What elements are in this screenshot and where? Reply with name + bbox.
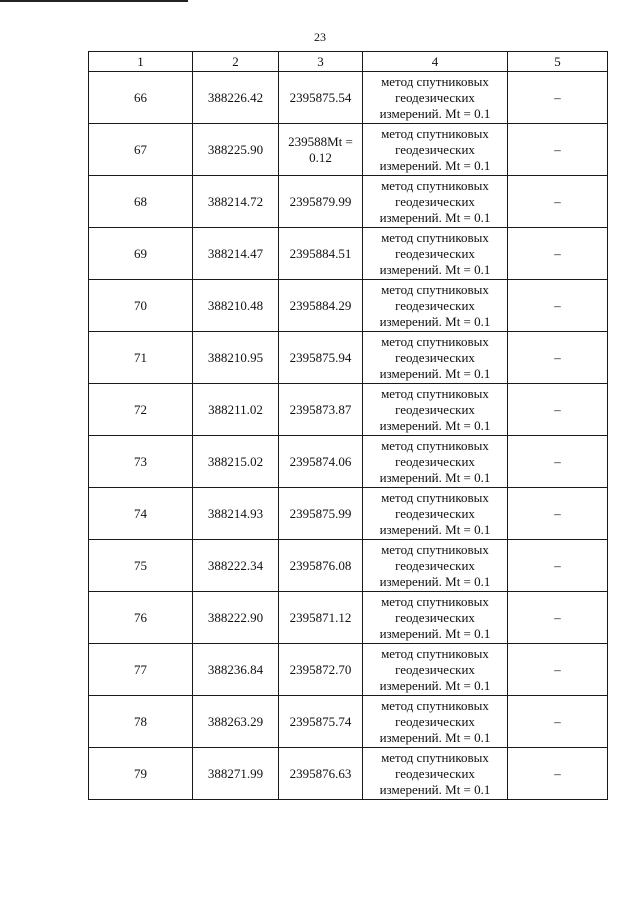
method-cell: метод спутниковых геодезических измерений. Mt = 0.1 [363,280,508,332]
table-row [89,384,608,436]
point-number-cell: 79 [89,748,193,800]
point-number-cell: 74 [89,488,193,540]
y-coordinate-cell: 2395875.94 [279,332,363,384]
table-row [89,280,608,332]
y-coordinate-cell: 2395884.51 [279,228,363,280]
y-coordinate-cell: 2395873.87 [279,384,363,436]
method-cell: метод спутниковых геодезических измерений. Mt = 0.1 [363,488,508,540]
y-coordinate-cell: 239588Mt = 0.12 [279,124,363,176]
note-cell: – [508,436,608,488]
point-number-cell: 71 [89,332,193,384]
x-coordinate-cell: 388271.99 [193,748,279,800]
method-cell: метод спутниковых геодезических измерений. Mt = 0.1 [363,592,508,644]
x-coordinate-cell: 388263.29 [193,696,279,748]
top-rule [0,0,188,2]
method-cell: метод спутниковых геодезических измерений. Mt = 0.1 [363,644,508,696]
table-row [89,592,608,644]
note-cell: – [508,384,608,436]
page-number: 23 [314,30,326,44]
note-cell: – [508,696,608,748]
header-cell-3: 3 [279,52,363,72]
table-row [89,540,608,592]
method-cell: метод спутниковых геодезических измерений. Mt = 0.1 [363,436,508,488]
x-coordinate-cell: 388222.90 [193,592,279,644]
coordinates-table [88,51,608,800]
table-row [89,644,608,696]
point-number-cell: 67 [89,124,193,176]
table-row [89,436,608,488]
point-number-cell: 77 [89,644,193,696]
method-cell: метод спутниковых геодезических измерений. Mt = 0.1 [363,748,508,800]
x-coordinate-cell: 388222.34 [193,540,279,592]
x-coordinate-cell: 388214.72 [193,176,279,228]
point-number-cell: 75 [89,540,193,592]
x-coordinate-cell: 388211.02 [193,384,279,436]
table-row [89,488,608,540]
note-cell: – [508,228,608,280]
x-coordinate-cell: 388214.93 [193,488,279,540]
table-header [89,52,608,72]
note-cell: – [508,748,608,800]
note-cell: – [508,488,608,540]
point-number-cell: 73 [89,436,193,488]
y-coordinate-cell: 2395876.63 [279,748,363,800]
x-coordinate-cell: 388210.48 [193,280,279,332]
y-coordinate-cell: 2395875.74 [279,696,363,748]
note-cell: – [508,644,608,696]
y-coordinate-cell: 2395874.06 [279,436,363,488]
y-coordinate-cell: 2395884.29 [279,280,363,332]
y-coordinate-cell: 2395872.70 [279,644,363,696]
table-row [89,228,608,280]
point-number-cell: 66 [89,72,193,124]
header-cell-2: 2 [193,52,279,72]
x-coordinate-cell: 388225.90 [193,124,279,176]
point-number-cell: 69 [89,228,193,280]
y-coordinate-cell: 2395875.54 [279,72,363,124]
note-cell: – [508,540,608,592]
method-cell: метод спутниковых геодезических измерений. Mt = 0.1 [363,540,508,592]
method-cell: метод спутниковых геодезических измерений. Mt = 0.1 [363,332,508,384]
x-coordinate-cell: 388236.84 [193,644,279,696]
note-cell: – [508,592,608,644]
header-cell-4: 4 [363,52,508,72]
table-row [89,72,608,124]
method-cell: метод спутниковых геодезических измерений. Mt = 0.1 [363,124,508,176]
y-coordinate-cell: 2395876.08 [279,540,363,592]
table-row [89,176,608,228]
header-cell-5: 5 [508,52,608,72]
header-cell-1: 1 [89,52,193,72]
x-coordinate-cell: 388214.47 [193,228,279,280]
method-cell: метод спутниковых геодезических измерений. Mt = 0.1 [363,228,508,280]
x-coordinate-cell: 388210.95 [193,332,279,384]
point-number-cell: 68 [89,176,193,228]
note-cell: – [508,124,608,176]
table-body [89,72,608,800]
method-cell: метод спутниковых геодезических измерений. Mt = 0.1 [363,384,508,436]
point-number-cell: 70 [89,280,193,332]
note-cell: – [508,280,608,332]
method-cell: метод спутниковых геодезических измерений. Mt = 0.1 [363,176,508,228]
note-cell: – [508,332,608,384]
header-row [89,52,608,72]
point-number-cell: 78 [89,696,193,748]
y-coordinate-cell: 2395879.99 [279,176,363,228]
method-cell: метод спутниковых геодезических измерений. Mt = 0.1 [363,696,508,748]
note-cell: – [508,176,608,228]
table-row [89,124,608,176]
point-number-cell: 76 [89,592,193,644]
x-coordinate-cell: 388215.02 [193,436,279,488]
table-row [89,332,608,384]
y-coordinate-cell: 2395871.12 [279,592,363,644]
method-cell: метод спутниковых геодезических измерений. Mt = 0.1 [363,72,508,124]
table-row [89,696,608,748]
y-coordinate-cell: 2395875.99 [279,488,363,540]
table-row [89,748,608,800]
x-coordinate-cell: 388226.42 [193,72,279,124]
note-cell: – [508,72,608,124]
point-number-cell: 72 [89,384,193,436]
